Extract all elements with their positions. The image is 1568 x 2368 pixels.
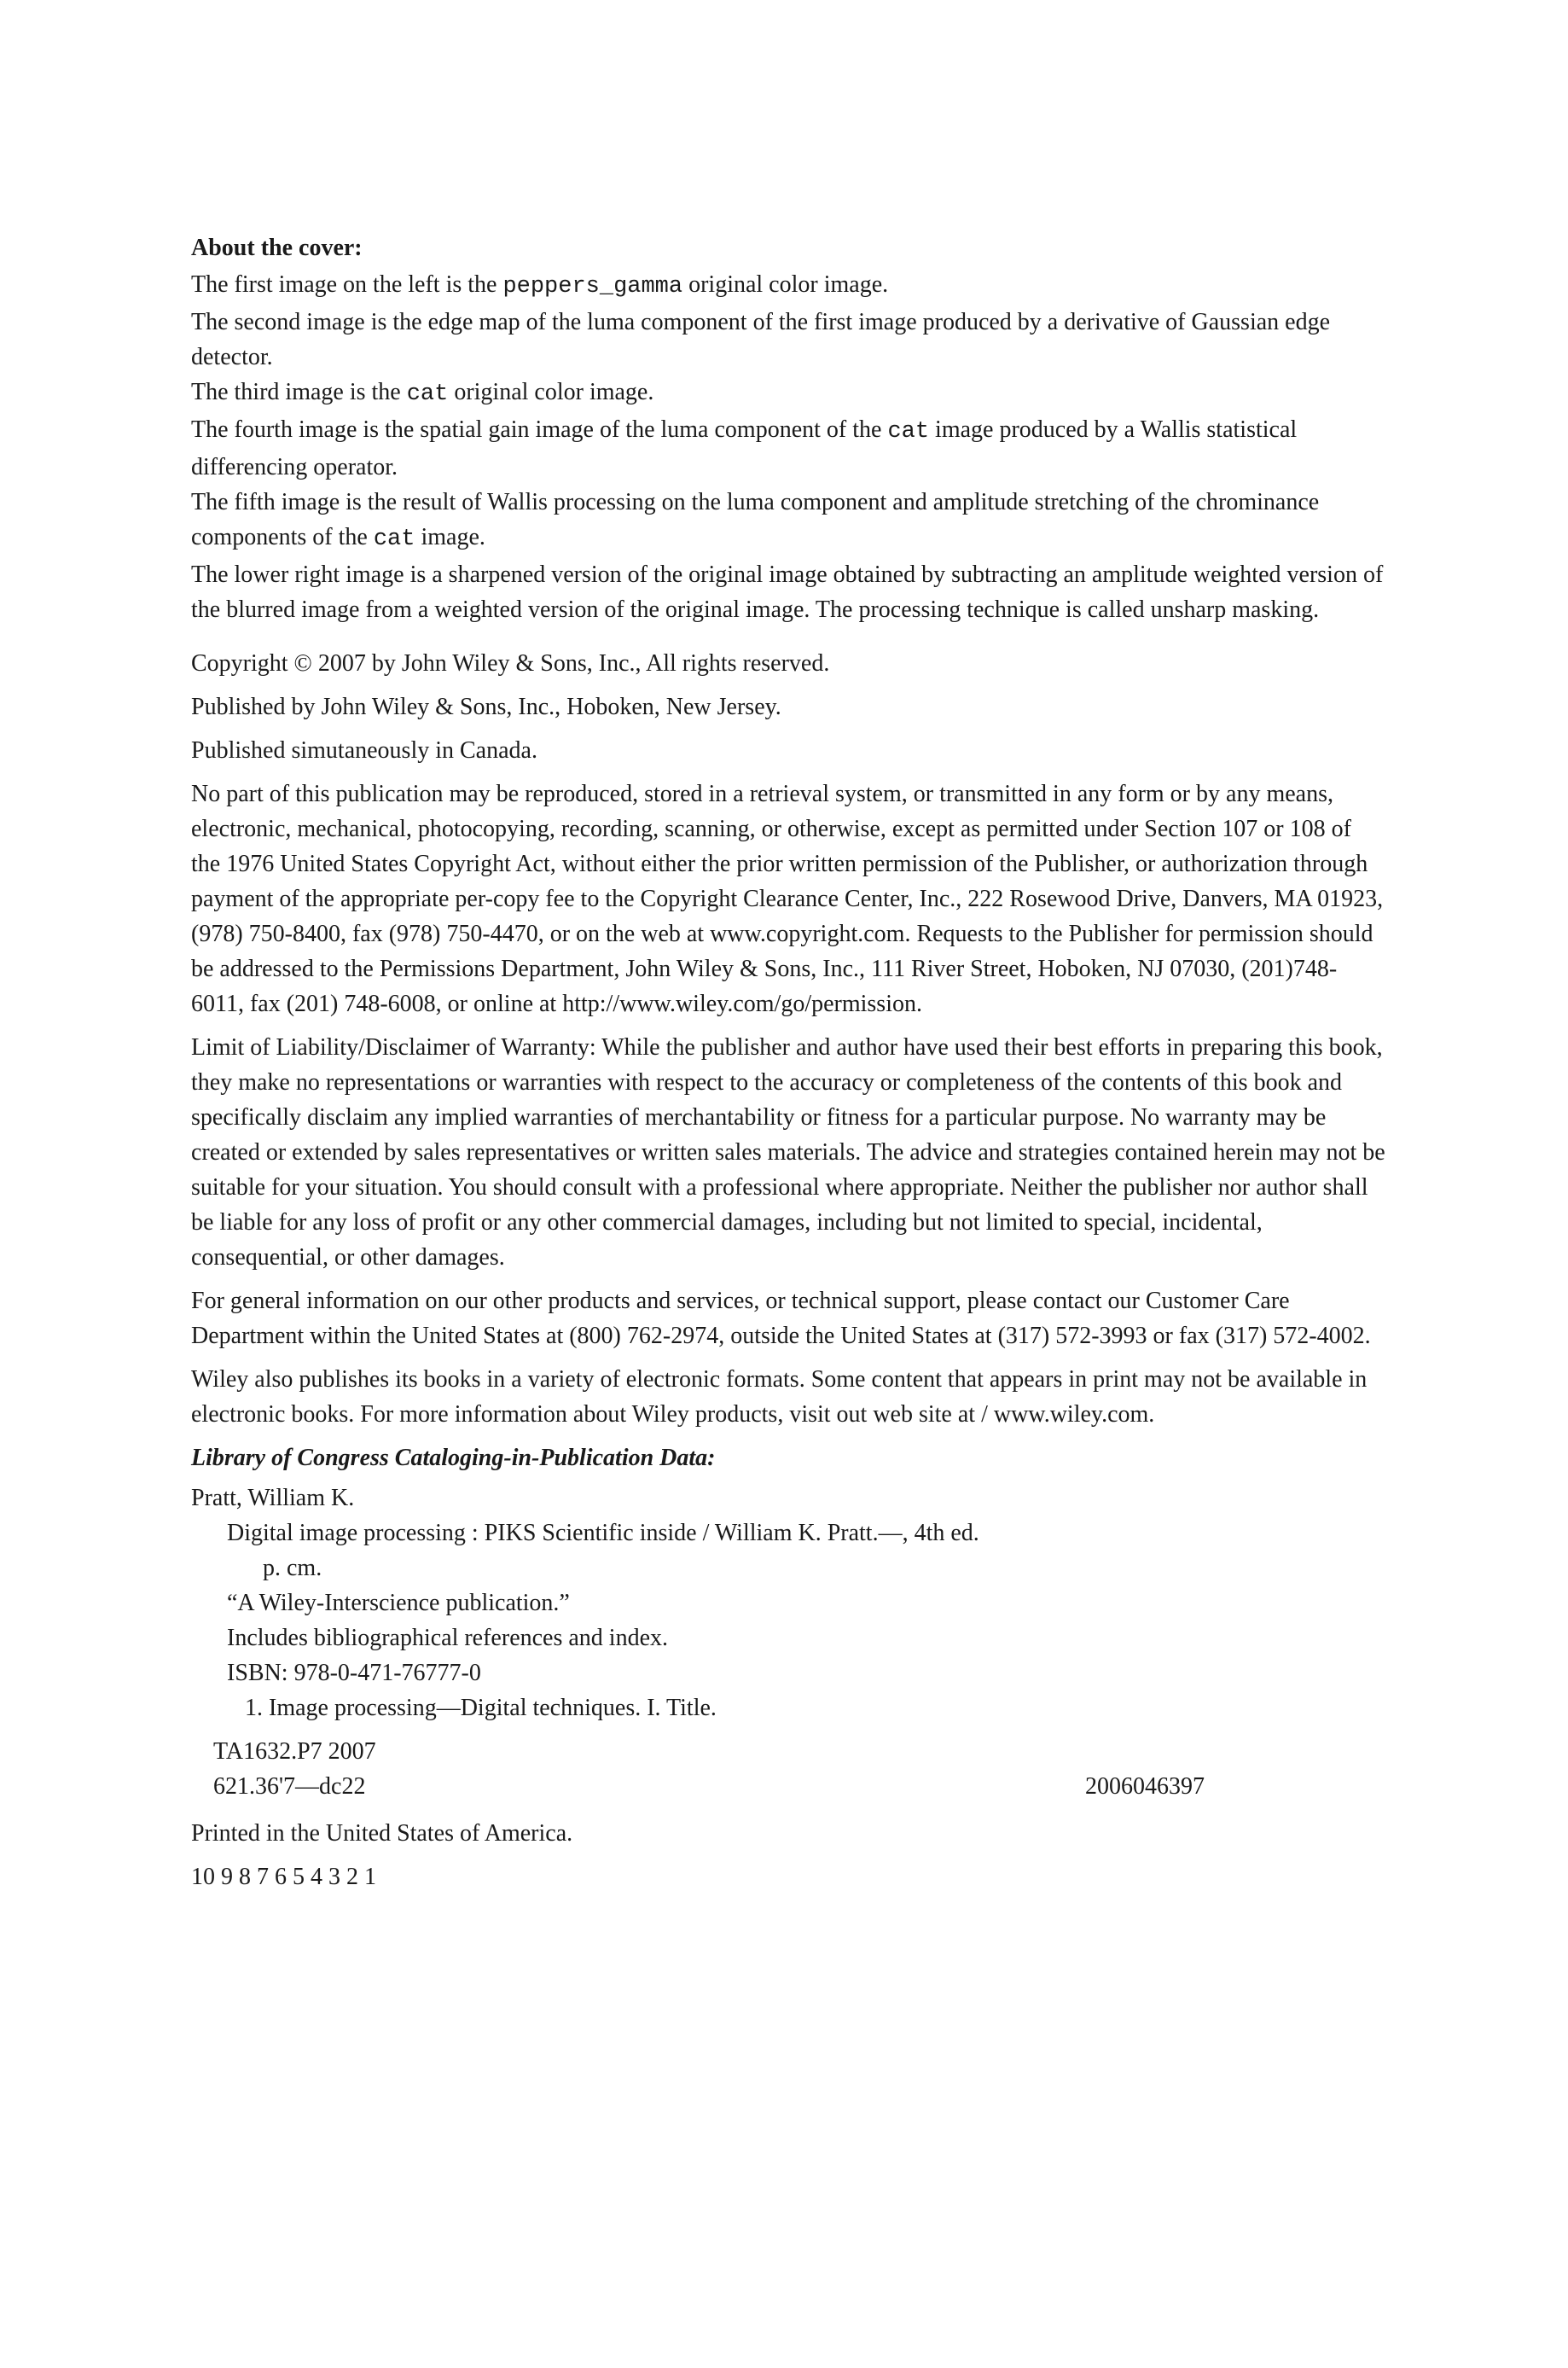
cip-lc-class: TA1632.P7 2007 — [213, 1738, 376, 1765]
spacer — [191, 1725, 1385, 1734]
cover-desc-5-code: cat — [373, 527, 415, 552]
cip-dewey: 621.36'7—dc22 — [213, 1773, 366, 1800]
cip-lccn: 2006046397 — [1085, 1773, 1205, 1800]
copyright-line: Copyright © 2007 by John Wiley & Sons, Inc., All rights reserved. — [191, 650, 830, 677]
cover-desc-6: The lower right image is a sharpened version of the original image obtained by subtracting an amplitude weighted version of the blurred image from a weighted version of the original image. The processing technique is called unsharp masking. — [191, 561, 1384, 623]
cip-author: Pratt, William K. — [191, 1485, 355, 1511]
cover-desc-1-text-b: original color image. — [682, 271, 889, 298]
cover-desc-1 — [191, 267, 1385, 305]
cip-bib-note: Includes bibliographical references and index. — [227, 1625, 669, 1651]
published-by: Published by John Wiley & Sons, Inc., Hoboken, New Jersey. — [191, 694, 781, 720]
cover-desc-1-code: peppers_gamma — [502, 274, 683, 300]
printing-line: 10 9 8 7 6 5 4 3 2 1 — [191, 1864, 376, 1890]
cip-pages: p. cm. — [263, 1555, 322, 1581]
general-info: For general information on our other products and services, or technical support, please contact our Customer Care Department within the United States at (800) 762-2974, outside the United States at (317) 572-3993 or fax (317) 572-4002. — [191, 1288, 1371, 1349]
page-content — [191, 230, 1385, 1903]
cip-heading: Library of Congress Cataloging-in-Publication Data: — [191, 1445, 716, 1471]
cover-desc-5-text-a: The fifth image is the result of Wallis processing on the luma component and amplitude stretching of the chrominance components of the — [191, 489, 1320, 550]
liability-disclaimer: Limit of Liability/Disclaimer of Warranty: While the publisher and author have used their best efforts in preparing this book, they make no representations or warranties with respect to the accuracy or completeness of the contents of this book and specifically disclaim any implied warranties of merchantability or fitness for a particular purpose. No warranty may be created or extended by sales representatives or written sales materials. The advice and strategies contained herein may not be suitable for your situation. You should consult with a professional where appropriate. Neither the publisher nor author shall be liable for any loss of profit or any other commercial damages, including but not limited to special, incidental, consequential, or other damages. — [191, 1034, 1385, 1271]
spacer — [191, 1804, 1385, 1816]
cover-desc-3 — [191, 375, 1385, 412]
cover-desc-3-code: cat — [406, 381, 449, 407]
cover-desc-5-text-b: image. — [415, 524, 485, 550]
cip-subjects: 1. Image processing—Digital techniques. I. Title. — [245, 1695, 717, 1721]
cover-desc-4-text-b: image produced by a Wallis statistical differencing operator. — [191, 416, 1298, 480]
cover-desc-3-text-a: The third image is the — [191, 379, 407, 405]
about-cover-heading: About the cover: — [191, 235, 363, 261]
cover-desc-4 — [191, 412, 1385, 485]
cover-desc-3-text-b: original color image. — [448, 379, 654, 405]
published-canada: Published simutaneously in Canada. — [191, 737, 537, 764]
cover-desc-4-text-a: The fourth image is the spatial gain image of the luma component of the — [191, 416, 888, 443]
cip-class-row — [191, 1769, 1205, 1804]
cover-desc-5 — [191, 485, 1385, 557]
no-part-notice: No part of this publication may be reproduced, stored in a retrieval system, or transmitted in any form or by any means, electronic, mechanical, photocopying, recording, scanning, or otherwise, except as permitted under Section 107 or 108 of the 1976 United States Copyright Act, without either the prior written permission of the Publisher, or authorization through payment of the appropriate per-copy fee to the Copyright Clearance Center, Inc., 222 Rosewood Drive, Danvers, MA 01923, (978) 750-8400, fax (978) 750-4470, or on the web at www.copyright.com. Requests to the Publisher for permission should be addressed to the Permissions Department, John Wiley & Sons, Inc., 111 River Street, Hoboken, NJ 07030, (201)748-6011, fax (201) 748-6008, or online at http://www.wiley.com/go/permission. — [191, 781, 1384, 1017]
electronic-formats: Wiley also publishes its books in a variety of electronic formats. Some content that appears in print may not be available in electronic books. For more information about Wiley products, visit out web site at / www.wiley.com. — [191, 1366, 1368, 1428]
cip-series-note: “A Wiley-Interscience publication.” — [227, 1590, 570, 1616]
cip-isbn: ISBN: 978-0-471-76777-0 — [227, 1660, 481, 1686]
cover-desc-4-code: cat — [887, 419, 930, 445]
spacer — [191, 627, 1385, 646]
cip-title: Digital image processing : PIKS Scientific inside / William K. Pratt.—, 4th ed. — [227, 1520, 979, 1546]
cover-desc-1-text-a: The first image on the left is the — [191, 271, 503, 298]
printed-in: Printed in the United States of America. — [191, 1820, 573, 1847]
cover-desc-2: The second image is the edge map of the luma component of the first image produced by a derivative of Gaussian edge detector. — [191, 309, 1331, 370]
